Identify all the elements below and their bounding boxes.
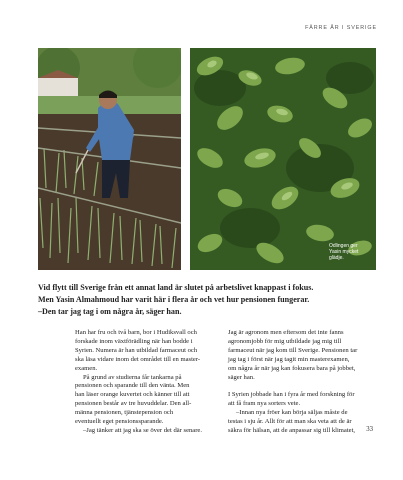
lead-paragraph <box>38 282 383 317</box>
body-line: om några år när jag kan fokusera bara på jobbet, <box>228 364 356 372</box>
body-line: I Syrien jobbade han i fyra år med forskning för <box>228 391 355 399</box>
lead-line: Men Yasin Almahmoud har varit här i flera år och vet hur pensionen fungerar. <box>38 294 310 304</box>
body-column-right <box>228 329 378 436</box>
body-line: –Jag tänker att jag ska se över det där senare. <box>83 426 203 434</box>
body-line: farmaceut när jag kom till Sverige. Pensionen tar <box>228 346 358 354</box>
running-header: FÄRRE ÅR I SVERIGE <box>305 25 377 31</box>
lead-line: –Den tar jag tag i om några år, säger han. <box>38 306 182 316</box>
caption-line: glädje. <box>329 255 344 261</box>
body-line: agronomjobb för mig utbildade jag mig till <box>228 337 342 345</box>
body-line: säger han. <box>228 373 255 381</box>
oregano-leaves-icon <box>190 48 376 270</box>
body-line: att få fram nya sorters vete. <box>228 400 301 408</box>
body-line: Jag är agronom men eftersom det inte fanns <box>228 329 344 336</box>
man-in-garden-icon <box>38 48 181 270</box>
lead-line: Vid flytt till Sverige från ett annat land är slutet på arbetslivet knappast i fokus. <box>38 283 314 292</box>
body-line: –Innan nya fröer kan börja säljas måste de <box>236 409 348 417</box>
body-line: jag tag i först när jag tagit min masterexamen, <box>228 355 350 363</box>
body-line: männa pensionen, tjänstepension och <box>75 409 174 417</box>
body-line: eventuellt eget pensionssparande. <box>75 418 164 426</box>
body-line: examen. <box>75 364 98 372</box>
body-column-left <box>75 329 225 436</box>
photo-man-in-garden <box>38 48 181 270</box>
page-number: 33 <box>366 426 373 433</box>
body-line: pensionen och sparande till den vänta. Men <box>75 382 190 390</box>
body-line: han läser orange kuvertet och känner till att <box>75 391 190 399</box>
photo-caption <box>329 243 373 261</box>
body-line: forskade inom växtförädling när han bodde i <box>75 337 193 345</box>
body-line: pensionen består av tre huvuddelar. Den all- <box>75 400 192 408</box>
body-line: Han har fru och två barn, bor i Hudiksvall och <box>75 329 197 336</box>
caption-line: Yasin mycket <box>329 249 359 255</box>
caption-line: Odlingen ger <box>329 243 358 249</box>
body-line: testas i sju år. Allt för att man ska veta att de är <box>228 418 352 426</box>
body-line: ska läsa vidare inom det området till en master- <box>75 355 201 363</box>
body-line: säkra för hälsan, att de anpassar sig till klimatet, <box>228 426 356 434</box>
body-line: Syrien. Numera är han utbildad farmaceut och <box>75 346 198 354</box>
photo-oregano <box>190 48 376 270</box>
body-line: På grund av studierna får tankarna på <box>83 373 182 381</box>
